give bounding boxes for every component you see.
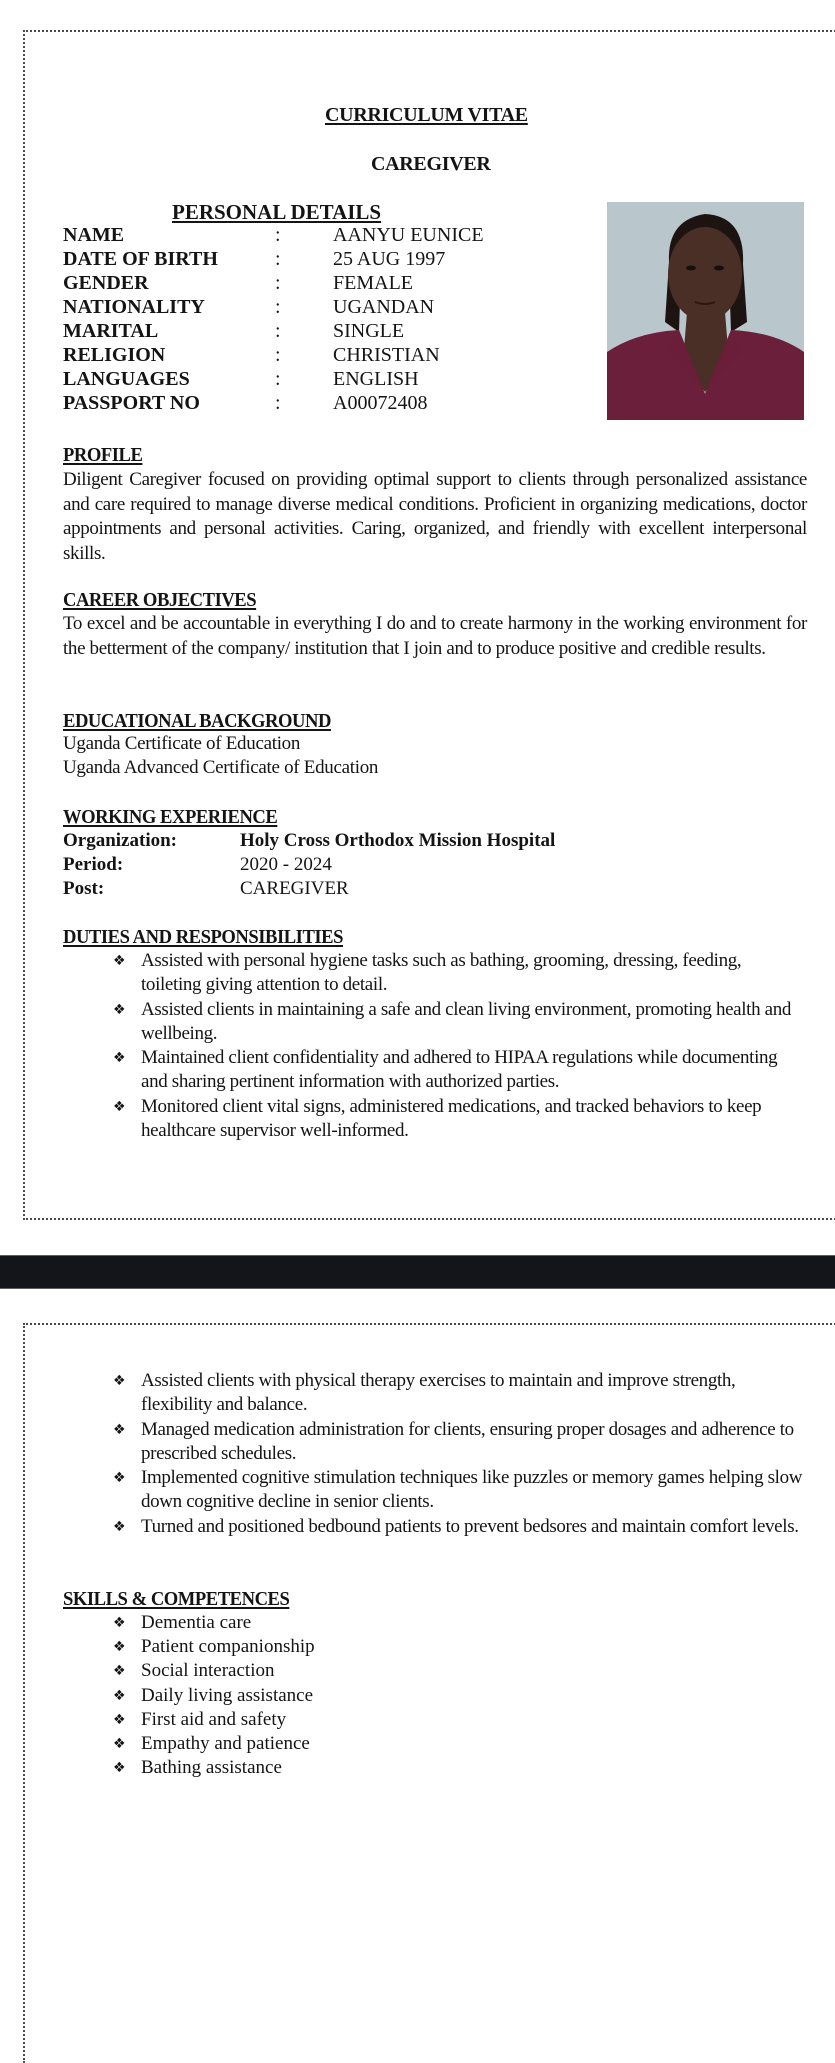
detail-value: 25 AUG 1997 <box>333 248 446 270</box>
diamond-bullet-icon: ❖ <box>113 953 126 969</box>
experience-organization-row <box>63 829 763 853</box>
detail-separator: : <box>275 392 281 414</box>
duty-item <box>25 998 795 1047</box>
list-item-text: Patient companionship <box>141 1636 315 1658</box>
duty-item <box>25 1095 795 1144</box>
skill-item <box>25 1635 525 1659</box>
skill-item <box>25 1611 525 1635</box>
duties-list <box>25 949 795 1143</box>
detail-value: A00072408 <box>333 392 428 414</box>
skills-list <box>25 1611 525 1780</box>
organization-label: Organization: <box>63 830 177 851</box>
duty-item <box>25 1515 807 1539</box>
duty-item <box>25 1466 807 1515</box>
education-item: Uganda Certificate of Education <box>63 733 301 754</box>
portrait-image <box>607 202 804 420</box>
personal-detail-row <box>63 367 523 391</box>
diamond-bullet-icon: ❖ <box>113 1098 126 1115</box>
detail-separator: : <box>275 296 281 318</box>
period-value: 2020 - 2024 <box>240 854 332 875</box>
personal-detail-row <box>63 247 523 271</box>
detail-label: MARITAL <box>63 320 159 342</box>
duties-heading: DUTIES AND RESPONSIBILITIES <box>63 926 343 948</box>
profile-text: Diligent Caregiver focused on providing optimal support to clients through personalized assistance and care required to manage diverse medical conditions. Proficient in organizing medications, doctor appointments and personal activities. Caring, organized, and friendly with excellent interpersonal skills. <box>63 469 807 564</box>
detail-value: SINGLE <box>333 320 405 342</box>
working-experience-heading: WORKING EXPERIENCE <box>63 806 278 828</box>
detail-label: NATIONALITY <box>63 296 205 318</box>
diamond-bullet-icon: ❖ <box>113 1421 126 1438</box>
diamond-bullet-icon: ❖ <box>113 1001 126 1018</box>
personal-detail-row <box>63 391 523 415</box>
detail-label: NAME <box>63 224 125 246</box>
education-heading: EDUCATIONAL BACKGROUND <box>63 710 331 732</box>
personal-detail-row <box>63 223 523 247</box>
list-item-text: Empathy and patience <box>141 1733 310 1755</box>
duty-item <box>25 1046 795 1095</box>
detail-separator: : <box>275 344 281 366</box>
detail-value: AANYU EUNICE <box>333 224 484 246</box>
experience-post-row <box>63 877 763 901</box>
duty-item <box>25 949 795 998</box>
personal-detail-row <box>63 295 523 319</box>
list-item-text: First aid and safety <box>141 1708 287 1730</box>
skills-heading: SKILLS & COMPETENCES <box>63 1588 290 1610</box>
detail-separator: : <box>275 272 281 294</box>
post-value: CAREGIVER <box>240 878 349 899</box>
diamond-bullet-icon: ❖ <box>113 1050 126 1067</box>
detail-label: PASSPORT NO <box>63 392 200 414</box>
list-item-text: Daily living assistance <box>141 1684 314 1706</box>
cv-page-1 <box>23 30 835 1220</box>
list-item-text: Implemented cognitive stimulation techniques like puzzles or memory games helping slow down cognitive decline in senior clients. <box>141 1467 803 1513</box>
detail-value: FEMALE <box>333 272 413 294</box>
diamond-bullet-icon: ❖ <box>113 1760 126 1777</box>
list-item-text: Bathing assistance <box>141 1757 282 1779</box>
detail-value: UGANDAN <box>333 296 435 318</box>
diamond-bullet-icon: ❖ <box>113 1373 126 1389</box>
skill-item <box>25 1756 525 1780</box>
list-item-text: Maintained client confidentiality and adhered to HIPAA regulations while documenting and sharing pertinent information with authorized parties. <box>141 1047 778 1093</box>
detail-label: LANGUAGES <box>63 368 190 390</box>
career-objectives-text: To excel and be accountable in everything I do and to create harmony in the working environment for the betterment of the company/ institution that I join and to produce positive and credible results. <box>63 613 807 659</box>
experience-period-row <box>63 853 763 877</box>
skill-item <box>25 1708 525 1732</box>
detail-separator: : <box>275 224 281 246</box>
document-title: CURRICULUM VITAE <box>325 104 528 126</box>
list-item-text: Assisted clients with physical therapy exercises to maintain and improve strength, flexibility and balance. <box>141 1370 736 1416</box>
duty-item <box>25 1418 807 1467</box>
diamond-bullet-icon: ❖ <box>113 1663 126 1680</box>
diamond-bullet-icon: ❖ <box>113 1470 126 1487</box>
diamond-bullet-icon: ❖ <box>113 1615 126 1631</box>
detail-separator: : <box>275 248 281 270</box>
detail-value: ENGLISH <box>333 368 419 390</box>
page-separator-band <box>0 1255 835 1289</box>
profile-photo <box>607 202 804 420</box>
skill-item <box>25 1659 525 1683</box>
personal-details-heading: PERSONAL DETAILS <box>172 200 382 224</box>
cv-page-2 <box>23 1323 835 2063</box>
diamond-bullet-icon: ❖ <box>113 1518 126 1535</box>
duty-item <box>25 1369 807 1418</box>
list-item-text: Assisted with personal hygiene tasks such as bathing, grooming, dressing, feeding, toileting giving attention to detail. <box>141 950 742 996</box>
post-label: Post: <box>63 878 105 899</box>
diamond-bullet-icon: ❖ <box>113 1687 126 1704</box>
profile-heading: PROFILE <box>63 444 143 466</box>
list-item-text: Dementia care <box>141 1612 252 1633</box>
diamond-bullet-icon: ❖ <box>113 1711 126 1728</box>
career-objectives-heading: CAREER OBJECTIVES <box>63 589 257 611</box>
list-item-text: Managed medication administration for clients, ensuring proper dosages and adherence to prescribed schedules. <box>141 1418 794 1464</box>
personal-detail-row <box>63 319 523 343</box>
list-item-text: Turned and positioned bedbound patients to prevent bedsores and maintain comfort levels. <box>141 1515 799 1537</box>
personal-detail-row <box>63 271 523 295</box>
list-item-text: Social interaction <box>141 1660 275 1682</box>
organization-value: Holy Cross Orthodox Mission Hospital <box>240 830 556 851</box>
diamond-bullet-icon: ❖ <box>113 1639 126 1656</box>
personal-detail-row <box>63 343 523 367</box>
document-subtitle: CAREGIVER <box>371 153 491 175</box>
education-item: Uganda Advanced Certificate of Education <box>63 757 379 778</box>
skill-item <box>25 1732 525 1756</box>
list-item-text: Monitored client vital signs, administered medications, and tracked behaviors to keep healthcare supervisor well-informed. <box>141 1095 762 1142</box>
list-item-text: Assisted clients in maintaining a safe and clean living environment, promoting health and wellbeing. <box>141 998 792 1044</box>
diamond-bullet-icon: ❖ <box>113 1736 126 1753</box>
detail-value: CHRISTIAN <box>333 344 440 366</box>
detail-label: DATE OF BIRTH <box>63 248 218 270</box>
duties-list-continued <box>25 1369 807 1539</box>
detail-label: GENDER <box>63 272 149 294</box>
detail-label: RELIGION <box>63 344 166 366</box>
period-label: Period: <box>63 854 124 875</box>
skill-item <box>25 1684 525 1708</box>
detail-separator: : <box>275 368 281 390</box>
detail-separator: : <box>275 320 281 342</box>
